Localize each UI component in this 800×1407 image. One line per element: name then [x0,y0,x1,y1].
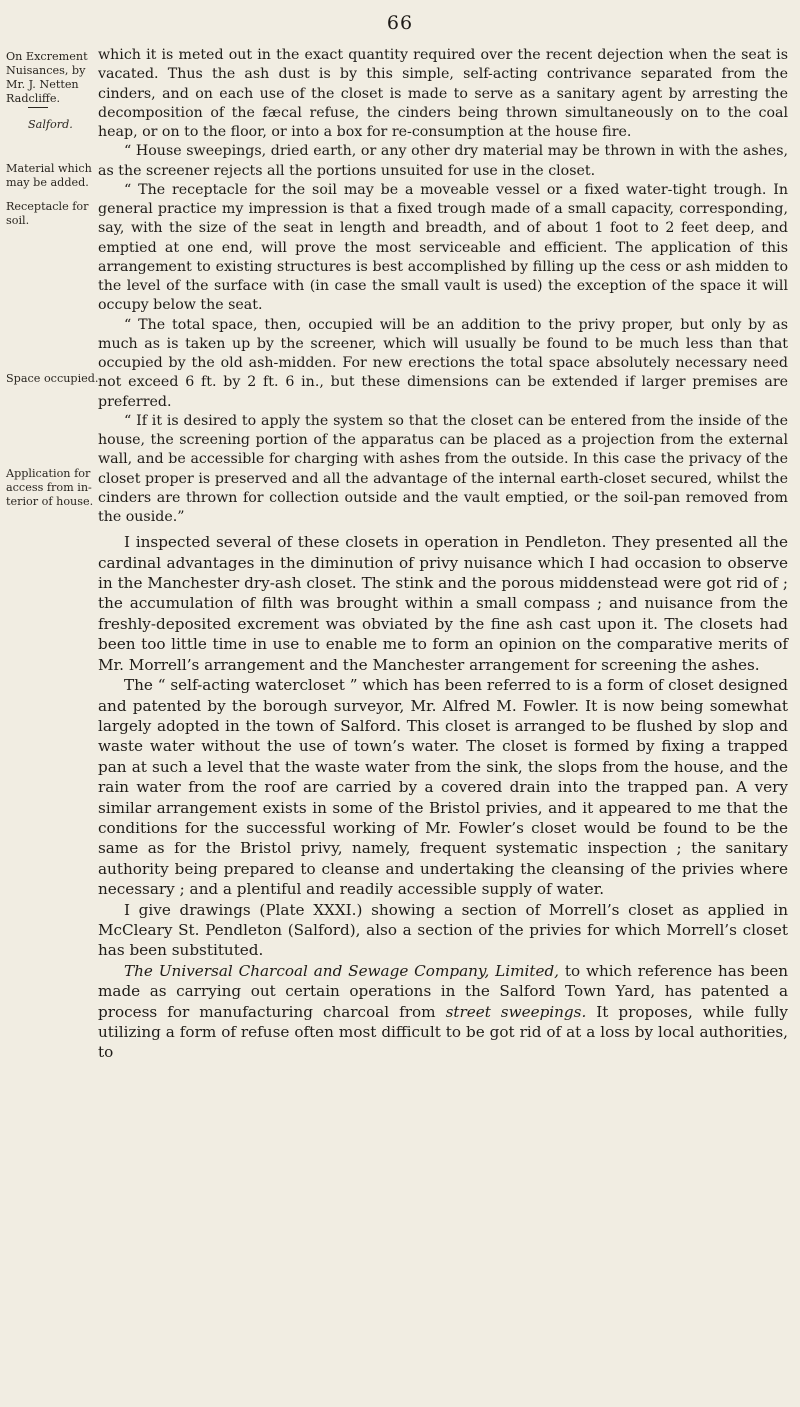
paragraph-receptacle: “ The receptacle for the soil may be a moveable vessel or a fixed water-tight trough. In general practice my impression is that a fixed trough made of a small capacity, corresponding, say, with the size of the seat in length and breadth, and of about 1 foot to 2 feet deep, and emptied at one end, will prove the most serviceable and efficient. The application of this arrangement to existing structures is best accomplished by filling up the cess or ash midden to the level of the surface with (in case the small vault is used) the exception of the space it will occupy below the seat. [98,181,788,314]
margin-note-place: Salford. [28,118,73,131]
street-sweepings: street sweepings. [445,1002,587,1021]
margin-note-line: Nuisances, by [6,64,86,77]
margin-note-line: Mr. J. Netten [6,78,79,91]
margin-note-line: may be added. [6,176,89,189]
margin-note-line: Material which [6,162,92,175]
margin-note-application [6,467,92,509]
margin-note-line: Space occupied. [6,372,99,385]
margin-note-line: Radcliffe. [6,92,61,105]
margin-note-receptacle [6,200,92,228]
margin-note-line: soil. [6,214,30,227]
margin-note-line: Receptacle for [6,200,89,213]
paragraph-charcoal-company [98,961,788,1063]
margin-note-space [6,372,99,386]
company-name: The Universal Charcoal and Sewage Company, Limited, [124,961,559,980]
page-number: 66 [386,12,414,34]
margin-note-line: access from in- [6,481,92,494]
paragraph-space: “ The total space, then, occupied will be an addition to the privy proper, but only by as much as is taken up by the screener, which will usually be found to be much less than that occupied by the old ash-midden. For new erections the total space absolutely necessary need not exceed 6 ft. by 2 ft. 6 in., but these dimensions can be extended if larger premises are preferred. [98,316,788,410]
margin-note-rule [28,107,48,108]
body-text [98,46,788,1063]
margin-note-line: terior of house. [6,495,94,508]
margin-note-line: Application for [6,467,91,480]
paragraph-text: It proposes, while fully utilizing a form of refuse often most difficult to be got rid of at a loss by local authorities, to [98,1002,788,1062]
paragraph-interior-access: “ If it is desired to apply the system so that the closet can be entered from the inside of the house, the screening portion of the apparatus can be placed as a projection from the external wall, and be accessible for charging with ashes from the outside. In this case the privacy of the closet proper is preserved and all the advantage of the internal earth-closet secured, whilst the cinders are thrown for collection outside and the vault emptied, or the soil-pan removed from the ouside.” [98,412,788,525]
margin-note-author [6,50,92,132]
paragraph-house-sweepings: “ House sweepings, dried earth, or any other dry material may be thrown in with the ashes, as the screener rejects all the portions unsuited for use in the closet. [98,143,788,179]
paragraph-ash-dust: which it is meted out in the exact quantity required over the recent dejection when the seat is vacated. Thus the ash dust is by this simple, self-acting contrivance separated from the cinders, and on each use of the closet is made to serve as a sanitary agent by arresting the decomposition of the fæcal refuse, the cinders being thrown simultaneously on to the coal heap, or on to the floor, or into a box for re-consumption at the house fire. [98,47,788,140]
paragraph-text: to which reference has been made as carrying out certain operations in the Salford Town Yard, has patented a process for manufacturing charcoal from [98,961,788,1021]
margin-note-line: On Excrement [6,50,88,63]
paragraph-pendleton-inspection: I inspected several of these closets in operation in Pendleton. They presented all the cardinal advantages in the diminution of privy nuisance which I had occasion to observe in the Manchester dry-ash closet. The stink and the porous middenstead were got rid of ; the accumulation of filth was brought within a small compass ; and nuisance from the freshly-deposited excrement was obviated by the fine ash cast upon it. The closets had been too little time in use to enable me to form an opinion on the comparative merits of Mr. Morrell’s arrangement and the Manchester arrangement for screening the ashes. [98,533,788,674]
paragraph-self-acting-watercloset: The “ self-acting watercloset ” which has been referred to is a form of closet designed and patented by the borough surveyor, Mr. Alfred M. Fowler. It is now being somewhat largely adopted in the town of Salford. This closet is arranged to be flushed by slop and waste water without the use of town’s water. The closet is formed by fixing a trapped pan at such a level that the waste water from the sink, the slops from the house, and the rain water from the roof are carried by a covered drain into the trapped pan. A very similar arrangement exists in some of the Bristol privies, and it appeared to me that the conditions for the successful working of Mr. Fowler’s closet would be found to be the same as for the Bristol privy, namely, frequent systematic inspection ; the sanitary authority being prepared to cleanse and undertaking the cleansing of the privies where necessary ; and a plentiful and readily accessible supply of water. [98,676,788,899]
margin-note-material [6,162,92,190]
paragraph-plate-drawings: I give drawings (Plate XXXI.) showing a section of Morrell’s closet as applied in McCleary St. Pendleton (Salford), also a section of the privies for which Morrell’s closet has been substituted. [98,900,788,960]
